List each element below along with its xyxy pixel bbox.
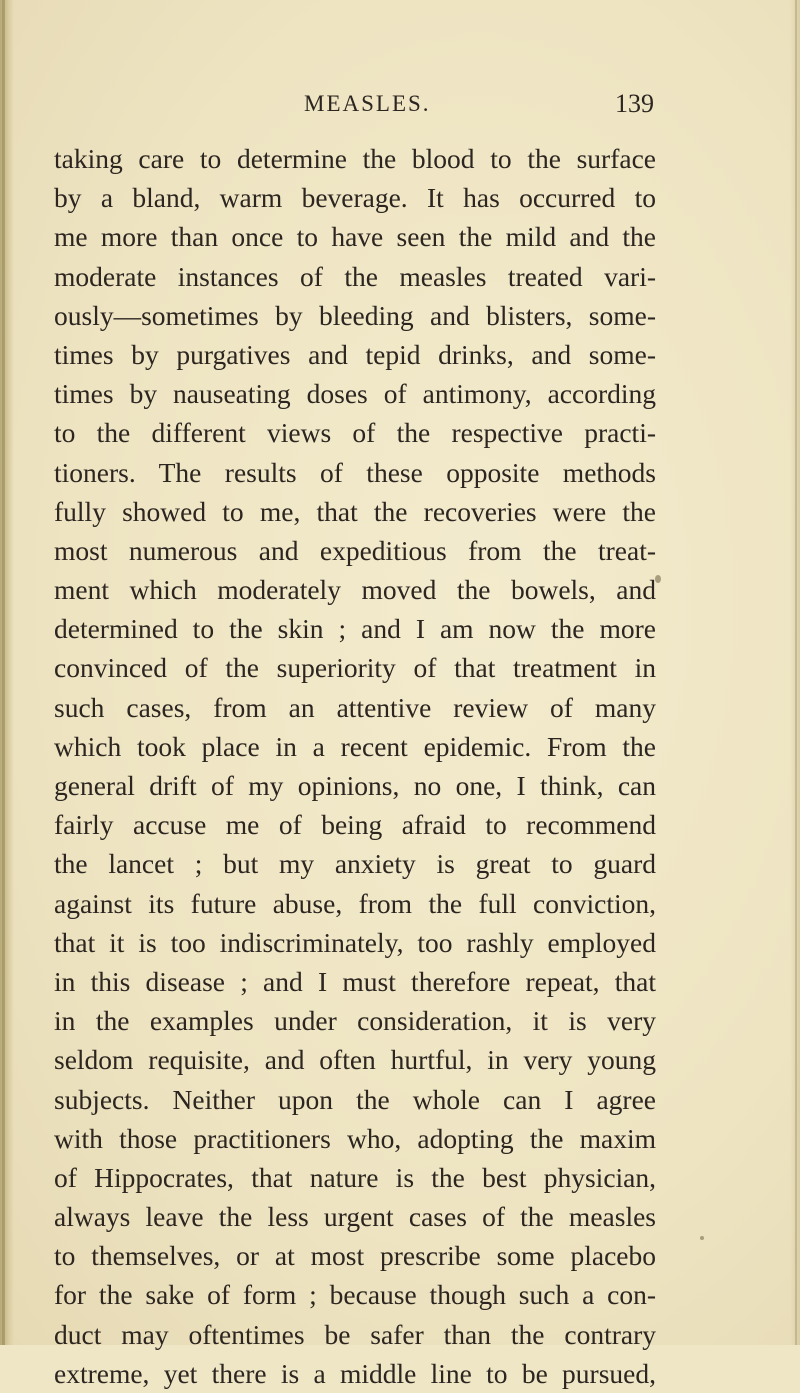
text-line: ously—sometimes by bleeding and blisters, some-: [54, 299, 656, 331]
text-line: tioners. The results of these opposite methods: [54, 456, 656, 488]
text-line: duct may oftentimes be safer than the contrary: [54, 1318, 656, 1350]
text-line: in the examples under consideration, it is very: [54, 1005, 656, 1037]
text-line: times by purgatives and tepid drinks, and some-: [54, 338, 656, 370]
text-line: general drift of my opinions, no one, I think, can: [54, 770, 656, 801]
text-line: convinced of the superiority of that treatment in: [54, 652, 656, 684]
text-line: which took place in a recent epidemic. From the: [54, 730, 656, 762]
running-title: MEASLES.: [304, 91, 431, 116]
text-line: against its future abuse, from the full conviction,: [54, 887, 656, 919]
text-line: of Hippocrates, that nature is the best physician,: [54, 1161, 656, 1193]
text-line: that it is too indiscriminately, too rashly employed: [54, 926, 656, 958]
paper-speck: [700, 1236, 704, 1240]
text-line: subjects. Neither upon the whole can I agree: [54, 1083, 656, 1115]
text-line: with those practitioners who, adopting the maxim: [54, 1122, 656, 1154]
binding-edge-line: [2, 0, 5, 1345]
text-line: seldom requisite, and often hurtful, in very young: [54, 1044, 656, 1076]
text-line: determined to the skin ; and I am now the more: [54, 613, 656, 645]
page-number: 139: [615, 89, 654, 118]
text-line: for the sake of form ; because though such a con-: [54, 1279, 656, 1311]
text-line: times by nauseating doses of antimony, according: [54, 378, 656, 410]
text-line: ment which moderately moved the bowels, and: [54, 574, 656, 606]
text-line: in this disease ; and I must therefore repeat, that: [54, 965, 656, 997]
text-line: such cases, from an attentive review of many: [54, 691, 656, 723]
text-line: taking care to determine the blood to the surface: [54, 143, 656, 174]
text-line: most numerous and expeditious from the treat-: [54, 534, 656, 566]
text-line: moderate instances of the measles treated vari-: [54, 260, 656, 292]
text-line: to the different views of the respective practi-: [54, 417, 656, 449]
text-line: fairly accuse me of being afraid to recommend: [54, 809, 656, 841]
text-line: always leave the less urgent cases of the measles: [54, 1201, 656, 1233]
body-text: [54, 139, 656, 1393]
text-line: by a bland, warm beverage. It has occurred to: [54, 182, 656, 214]
page-right-edge-line: [795, 0, 797, 1345]
text-line: extreme, yet there is a middle line to be pursued,: [54, 1357, 656, 1389]
text-line: to themselves, or at most prescribe some placebo: [54, 1240, 656, 1272]
text-line: me more than once to have seen the mild and the: [54, 221, 656, 253]
running-head: [52, 84, 654, 124]
text-line: the lancet ; but my anxiety is great to guard: [54, 848, 656, 880]
text-line: fully showed to me, that the recoveries were the: [54, 495, 656, 527]
